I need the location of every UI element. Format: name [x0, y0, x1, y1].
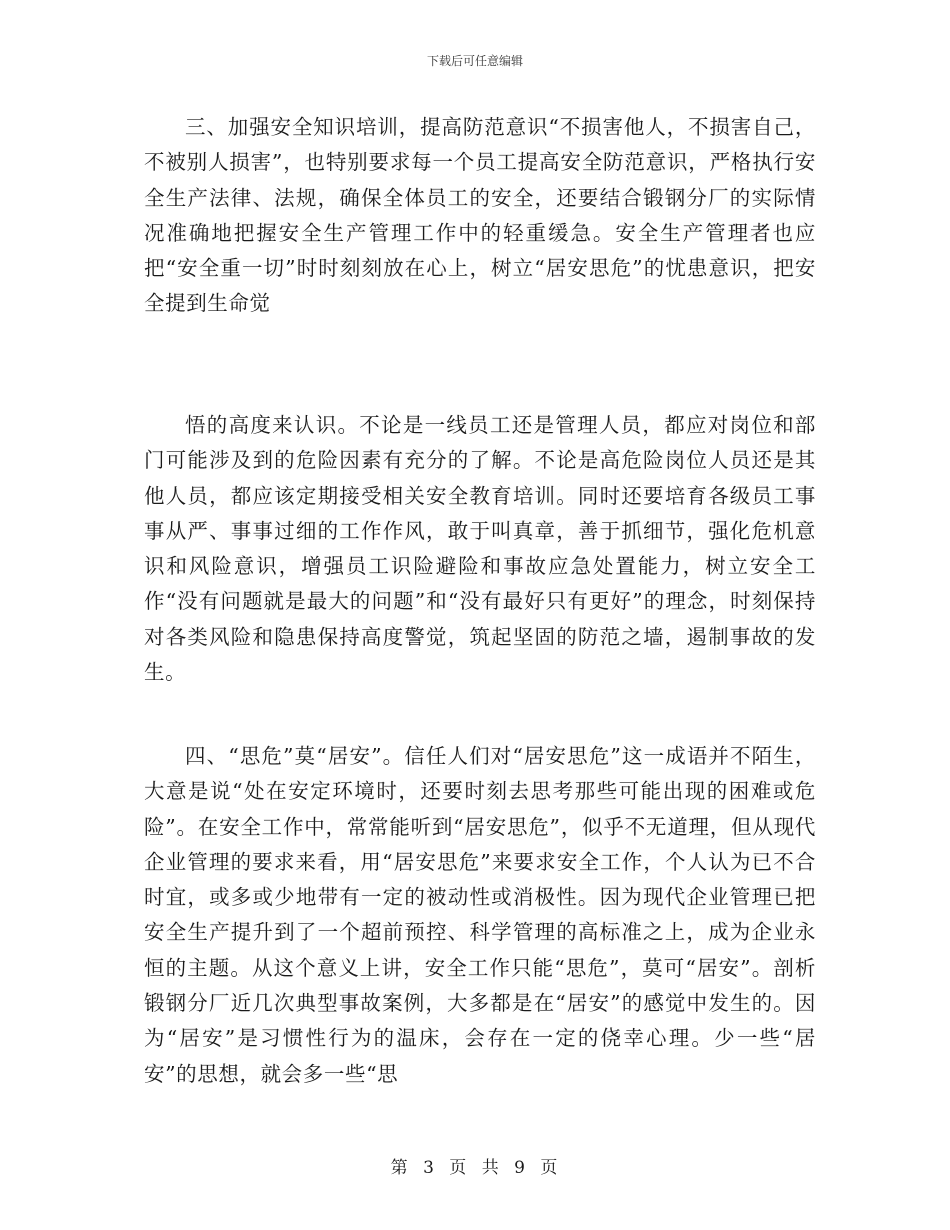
page-header: 下载后可任意编辑: [426, 54, 523, 68]
page-number-footer: 第 3 页 共 9 页: [390, 1158, 560, 1178]
paragraph-continuation: 悟的高度来认识。不论是一线员工还是管理人员，都应对岗位和部门可能涉及到的危险因素有充分的了解。不论是高危险岗位人员还是其他人员，都应该定期接受相关安全教育培训。同时还要培育各级员工事事从严、事事过细的工作作风，敢于叫真章，善于抓细节，强化危机意识和风险意识，增强员工识险避险和事故应急处置能力，树立安全工作“没有问题就是最大的问题”和“没有最好只有更好”的理念，时刻保持对各类风险和隐患保持高度警觉，筑起坚固的防范之墙，遏制事故的发生。: [144, 413, 816, 685]
paragraph-section-four: 四、“思危”莫“居安”。信任人们对“居安思危”这一成语并不陌生，大意是说“处在安定环境时，还要时刻去思考那些可能出现的困难或危险”。在安全工作中，常常能听到“居安思危”，似乎不无道理，但从现代企业管理的要求来看，用“居安思危”来要求安全工作，个人认为已不合时宜，或多或少地带有一定的被动性或消极性。因为现代企业管理已把安全生产提升到了一个超前预控、科学管理的高标准之上，成为企业永恒的主题。从这个意义上讲，安全工作只能“思危”，莫可“居安”。剖析锻钢分厂近几次典型事故案例，大多都是在“居安”的感觉中发生的。因为“居安”是习惯性行为的温床，会存在一定的侥幸心理。少一些“居安”的思想，就会多一些“思: [144, 744, 816, 1086]
paragraph-section-three: 三、加强安全知识培训，提高防范意识“不损害他人，不损害自己，不被别人损害”，也特别要求每一个员工提高安全防范意识，严格执行安全生产法律、法规，确保全体员工的安全，还要结合锻钢分厂的实际情况准确地把握安全生产管理工作中的轻重缓急。安全生产管理者也应把“安全重一切”时时刻刻放在心上，树立“居安思危”的忧患意识，把安全提到生命觉: [144, 115, 816, 316]
